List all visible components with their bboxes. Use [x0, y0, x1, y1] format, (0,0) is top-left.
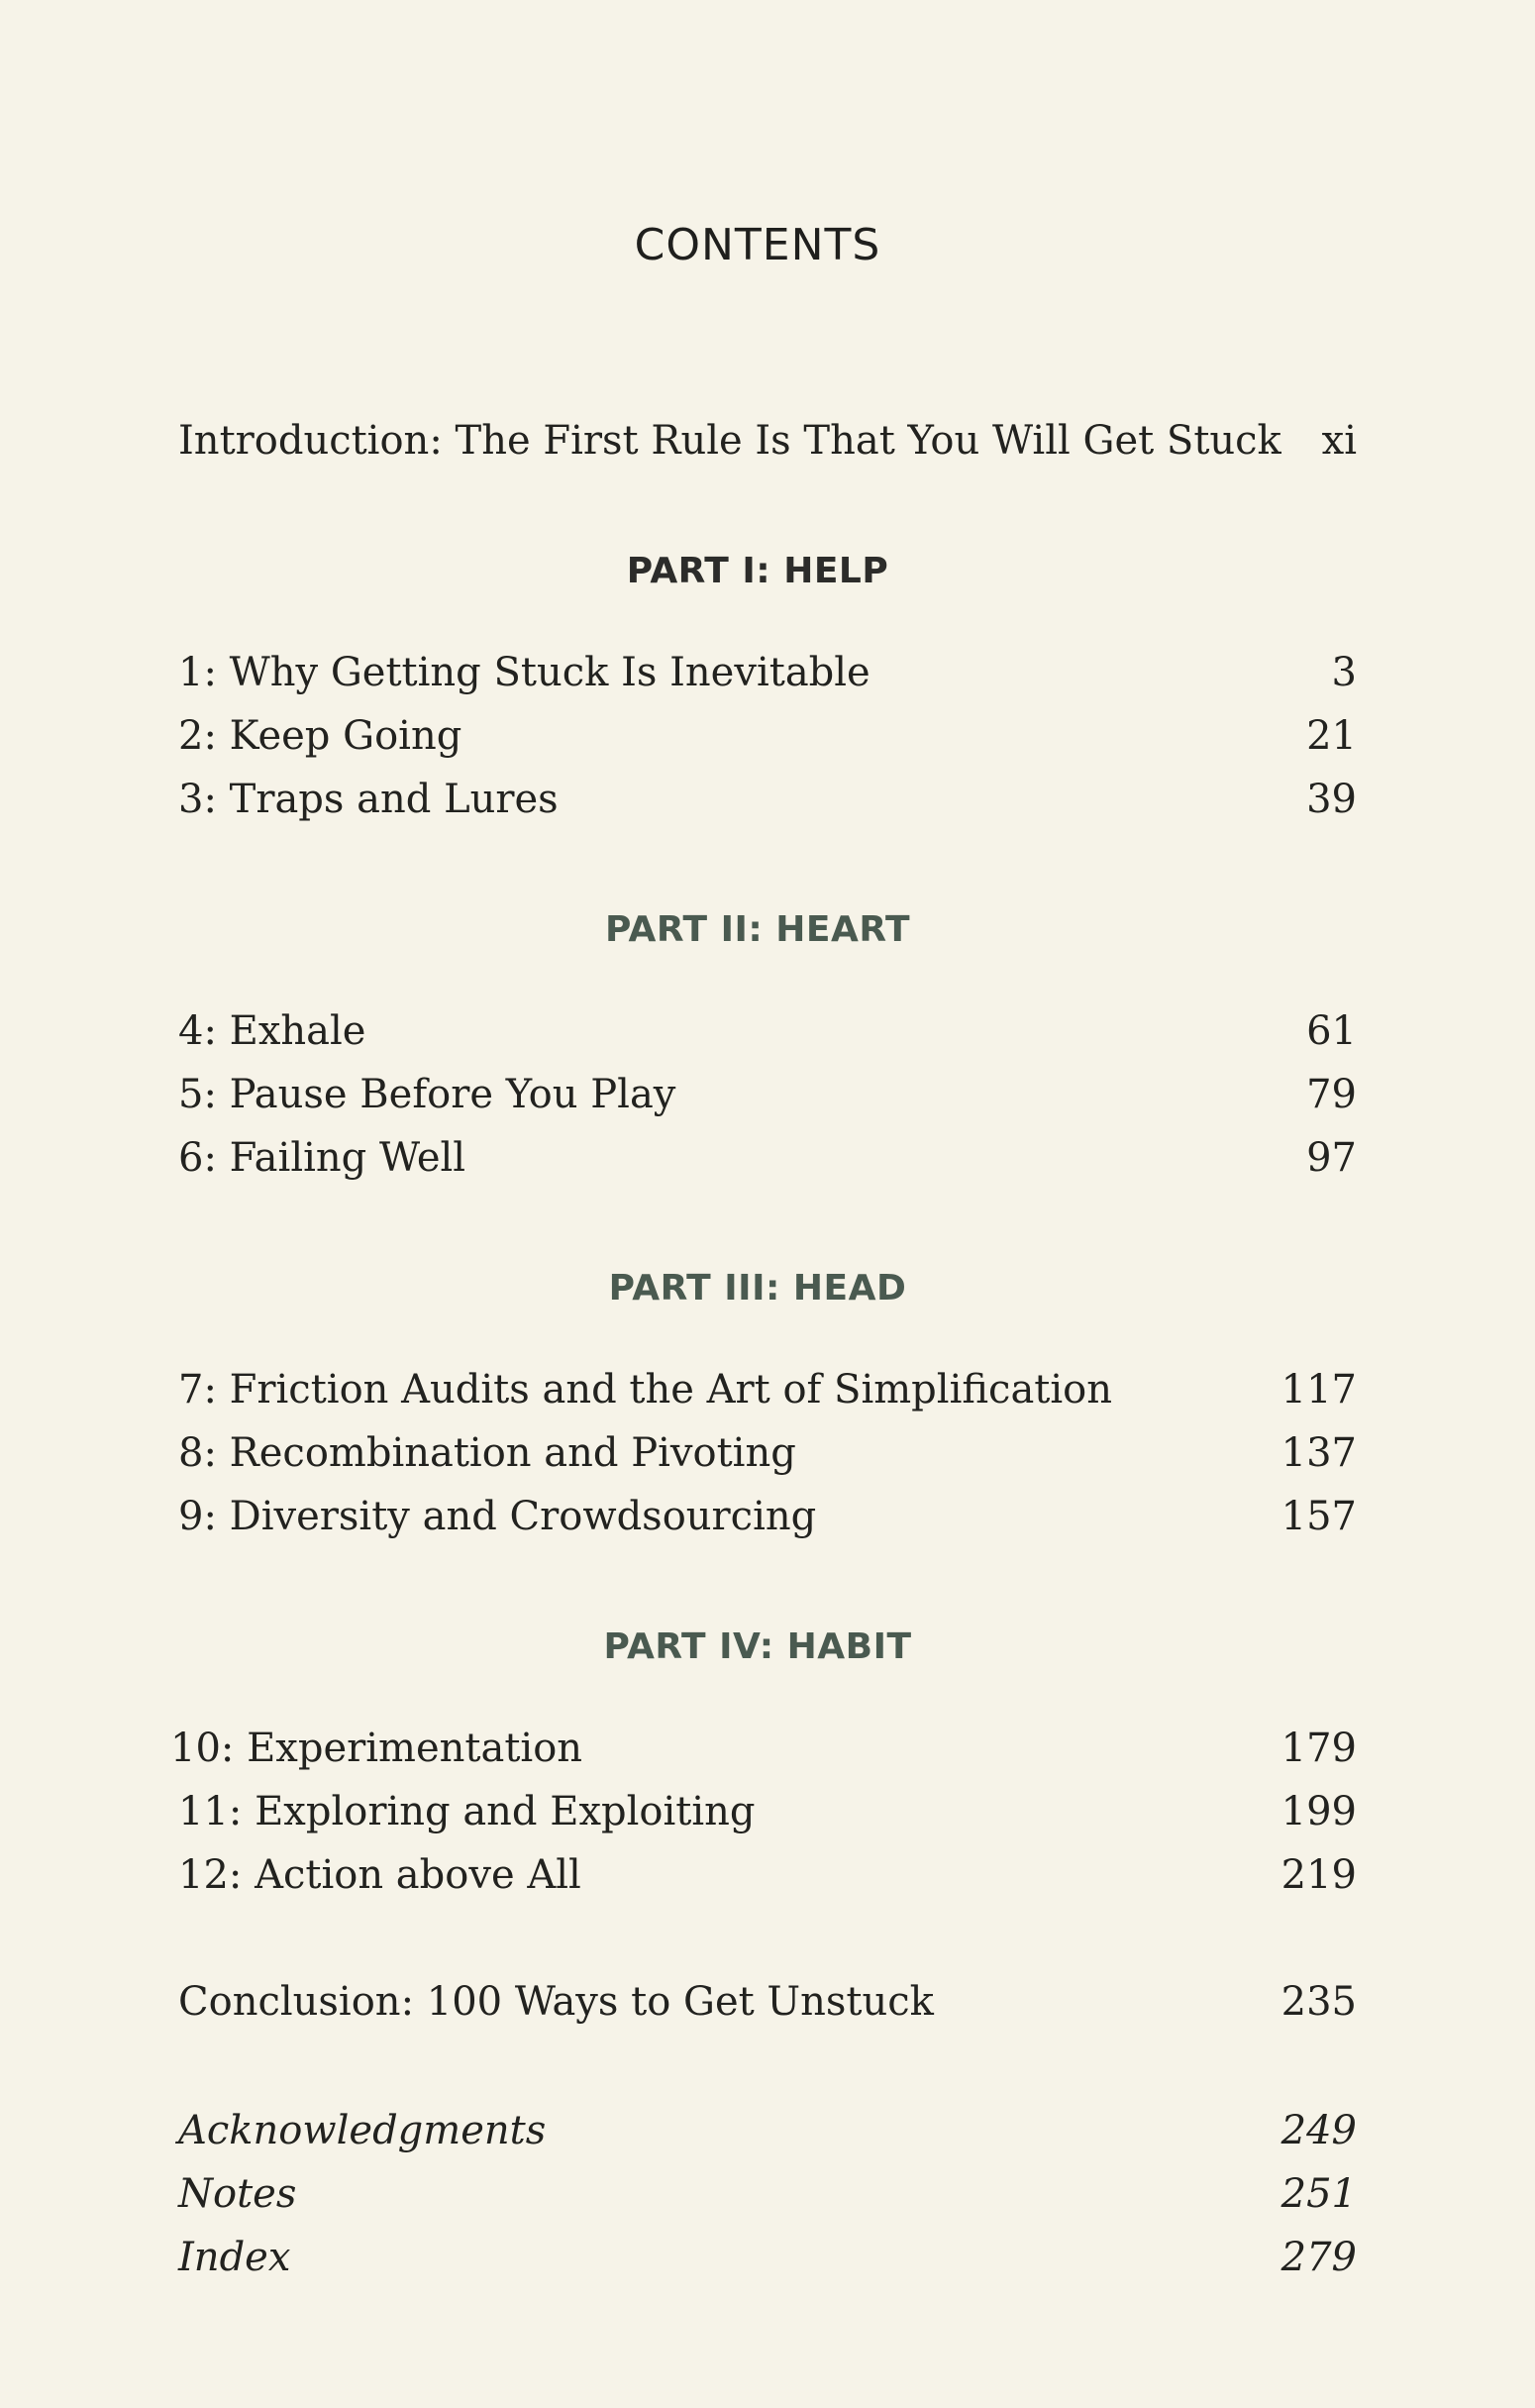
toc-entry-page: 137 [1280, 1430, 1357, 1476]
toc-entry-label: 4: Exhale [178, 1008, 366, 1054]
part-heading-3: PART III: HEAD [608, 1268, 907, 1309]
toc-entry-page: 251 [1280, 2171, 1357, 2217]
toc-entry-chapter-10[interactable] [170, 1726, 1357, 1781]
toc-entry-page: 235 [1280, 1979, 1357, 2025]
toc-entry-page: 279 [1280, 2235, 1357, 2280]
toc-entry-label: 1: Why Getting Stuck Is Inevitable [178, 650, 870, 695]
part-heading-2: PART II: HEART [604, 909, 911, 950]
toc-entry-page: 3 [1331, 650, 1357, 695]
toc-entry-page: 157 [1280, 1494, 1357, 1539]
toc-entry-label: Introduction: The First Rule Is That You Will Get Stuck [178, 418, 1281, 464]
toc-entry-label: 6: Failing Well [178, 1135, 466, 1181]
toc-entry-page: 117 [1280, 1367, 1357, 1413]
toc-entry-chapter-5[interactable] [178, 1072, 1357, 1127]
toc-entry-label: 5: Pause Before You Play [178, 1072, 676, 1117]
toc-entry-chapter-3[interactable] [178, 777, 1357, 832]
toc-entry-chapter-2[interactable] [178, 713, 1357, 769]
toc-entry-label: Conclusion: 100 Ways to Get Unstuck [178, 1979, 934, 2025]
toc-entry-label: 8: Recombination and Pivoting [178, 1430, 796, 1476]
toc-entry-chapter-8[interactable] [178, 1430, 1357, 1486]
toc-entry-label: 10: Experimentation [170, 1726, 583, 1771]
toc-entry-acknowledgments[interactable] [178, 2108, 1357, 2163]
toc-entry-label: 3: Traps and Lures [178, 777, 559, 822]
toc-entry-chapter-7[interactable] [178, 1367, 1357, 1422]
toc-entry-label: 2: Keep Going [178, 713, 462, 759]
toc-entry-chapter-12[interactable] [178, 1852, 1357, 1908]
part-heading-4: PART IV: HABIT [603, 1626, 912, 1667]
toc-entry-chapter-9[interactable] [178, 1494, 1357, 1549]
toc-entry-introduction[interactable] [178, 418, 1357, 473]
toc-entry-page: 199 [1280, 1789, 1357, 1834]
toc-entry-label: 11: Exploring and Exploiting [178, 1789, 756, 1834]
toc-entry-page: 219 [1280, 1852, 1357, 1898]
toc-entry-label: Index [178, 2235, 291, 2280]
toc-entry-notes[interactable] [178, 2171, 1357, 2227]
toc-entry-label: 12: Action above All [178, 1852, 581, 1898]
toc-entry-page: 21 [1306, 713, 1357, 759]
toc-entry-label: 9: Diversity and Crowdsourcing [178, 1494, 817, 1539]
toc-entry-chapter-1[interactable] [178, 650, 1357, 705]
toc-entry-label: Acknowledgments [178, 2108, 547, 2153]
toc-entry-page: 97 [1306, 1135, 1357, 1181]
toc-entry-chapter-6[interactable] [178, 1135, 1357, 1191]
page-title: CONTENTS [634, 220, 881, 270]
toc-entry-conclusion[interactable] [178, 1979, 1357, 2035]
toc-entry-page: xi [1321, 418, 1357, 464]
toc-entry-page: 39 [1306, 777, 1357, 822]
toc-entry-page: 61 [1306, 1008, 1357, 1054]
toc-entry-page: 249 [1280, 2108, 1357, 2153]
toc-entry-chapter-4[interactable] [178, 1008, 1357, 1064]
toc-entry-page: 79 [1306, 1072, 1357, 1117]
part-heading-1: PART I: HELP [626, 551, 889, 591]
toc-entry-page: 179 [1280, 1726, 1357, 1771]
toc-entry-label: 7: Friction Audits and the Art of Simplification [178, 1367, 1113, 1413]
toc-entry-index[interactable] [178, 2235, 1357, 2290]
toc-entry-chapter-11[interactable] [178, 1789, 1357, 1844]
toc-entry-label: Notes [178, 2171, 297, 2217]
